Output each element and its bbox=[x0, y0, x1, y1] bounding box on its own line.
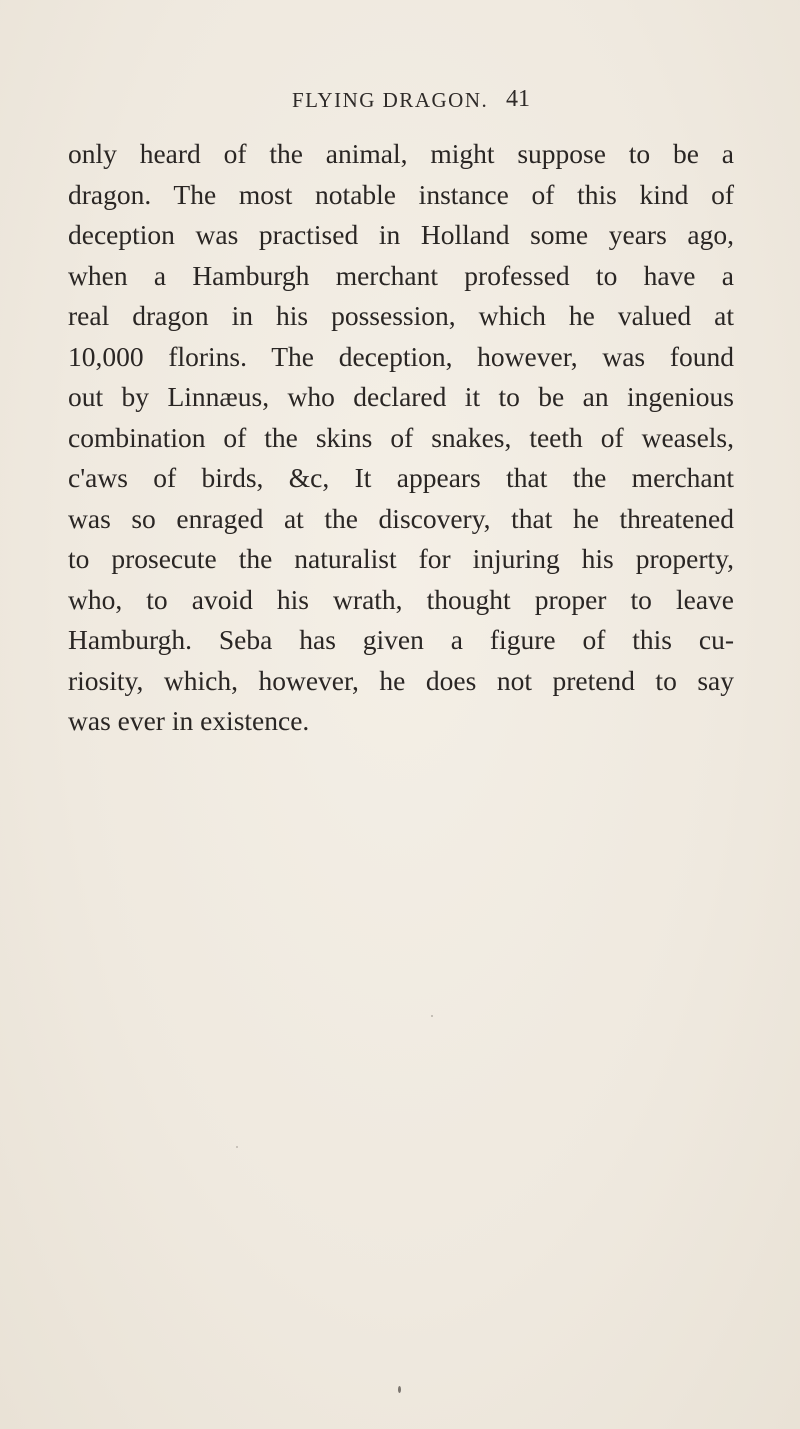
paper-speck bbox=[431, 1015, 433, 1017]
text-line: 10,000 florins. The deception, however, was found bbox=[68, 340, 734, 372]
text-line: riosity, which, however, he does not pretend to say bbox=[68, 664, 734, 696]
text-line: c'aws of birds, &c, It appears that the merchant bbox=[68, 462, 734, 493]
paper-speck bbox=[398, 1386, 401, 1393]
text-line: out by Linnæus, who declared it to be an ingenious bbox=[68, 381, 734, 412]
text-line: combination of the skins of snakes, teeth of weasels, bbox=[68, 421, 734, 453]
text-line: dragon. The most notable instance of this kind of bbox=[68, 178, 734, 210]
text-line: when a Hamburgh merchant professed to have a bbox=[68, 259, 734, 291]
paper-speck bbox=[236, 1146, 238, 1148]
page-number: 41 bbox=[506, 86, 530, 112]
page-header bbox=[0, 88, 800, 118]
text-line: to prosecute the naturalist for injuring his property, bbox=[68, 543, 734, 574]
text-line: only heard of the animal, might suppose to be a bbox=[68, 138, 734, 169]
text-line: who, to avoid his wrath, thought proper to leave bbox=[68, 583, 734, 615]
running-head: FLYING DRAGON. bbox=[292, 88, 489, 112]
text-line: Hamburgh. Seba has given a figure of this cu- bbox=[68, 624, 734, 655]
body-text bbox=[68, 134, 734, 742]
text-line: was so enraged at the discovery, that he threatened bbox=[68, 502, 734, 534]
text-line: deception was practised in Holland some years ago, bbox=[68, 219, 734, 250]
text-line: real dragon in his possession, which he valued at bbox=[68, 300, 734, 331]
text-line: was ever in existence. bbox=[68, 705, 310, 736]
